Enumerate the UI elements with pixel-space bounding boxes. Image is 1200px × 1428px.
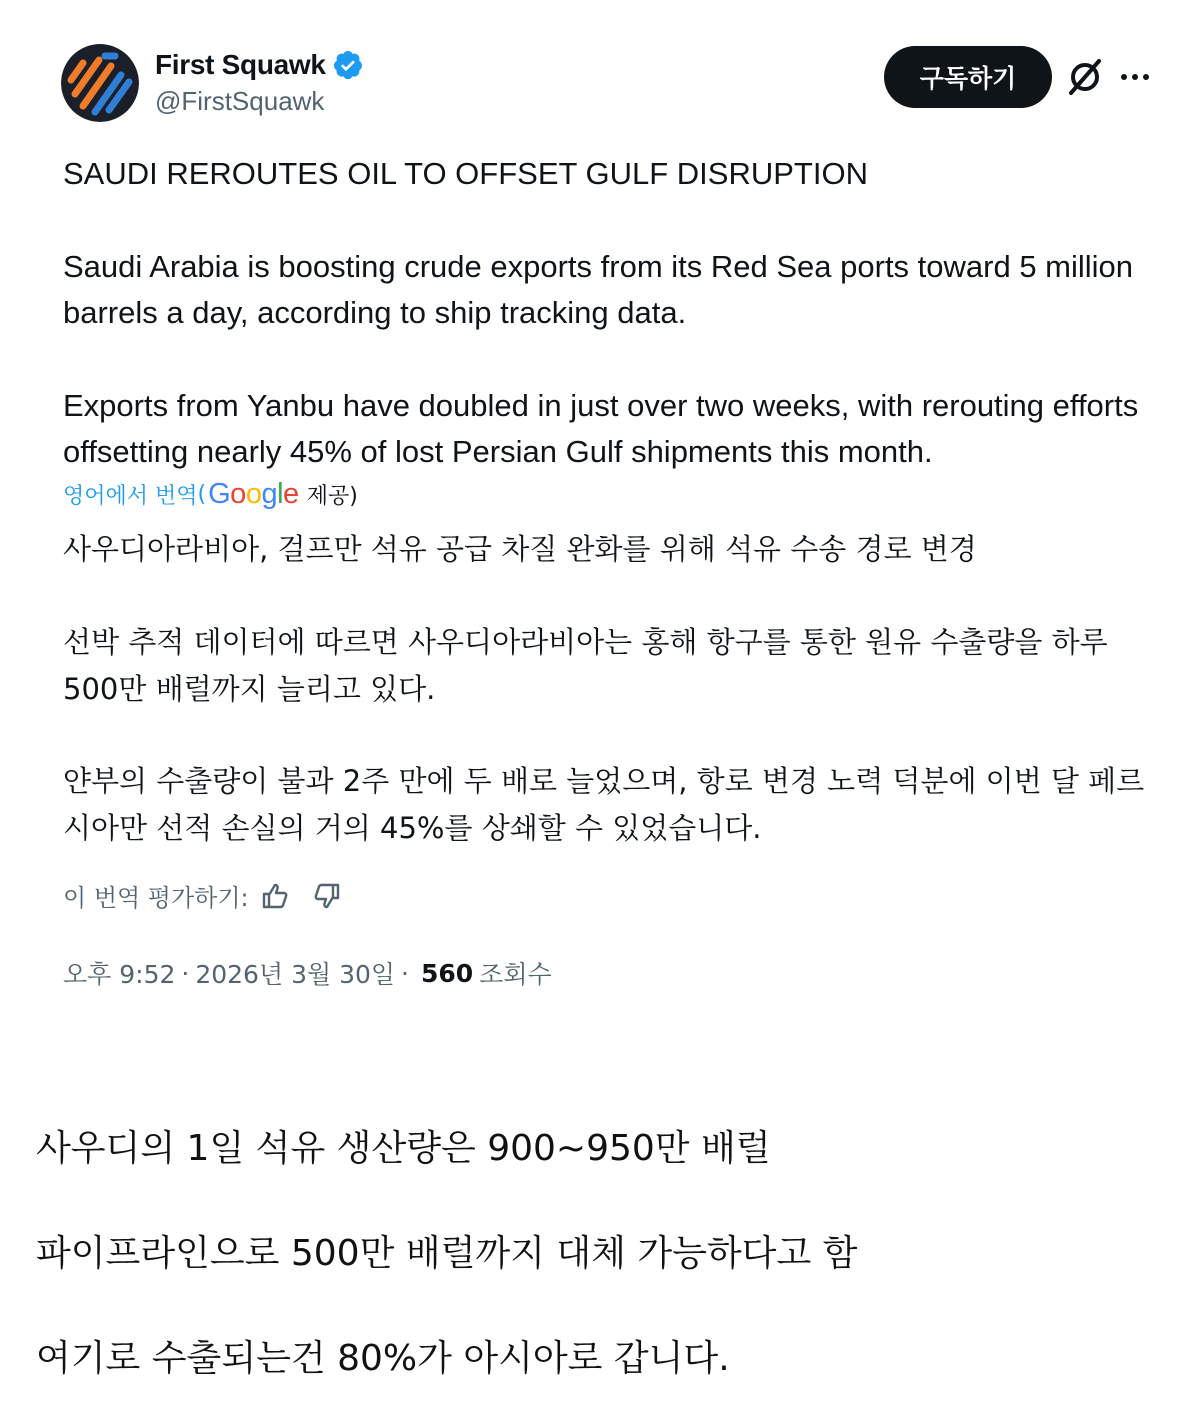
tweet-headline: SAUDI REROUTES OIL TO OFFSET GULF DISRUPTION — [63, 156, 868, 191]
translation-attribution — [63, 478, 358, 511]
grok-icon[interactable] — [1066, 58, 1104, 96]
thumbs-down-icon[interactable] — [311, 880, 343, 912]
rate-translation — [63, 878, 343, 913]
translated-paragraph-2: 얀부의 수출량이 불과 2주 만에 두 배로 늘었으며, 항로 변경 노력 덕분에 이번 달 페르시아만 선적 손실의 거의 45%를 상쇄할 수 있었습니다. — [63, 764, 1145, 845]
translated-from-link[interactable]: 영어에서 번역 — [63, 484, 198, 509]
translated-paragraph-1: 선박 추적 데이터에 따르면 사우디아라비아는 홍해 항구를 통한 원유 수출량을 하루 500만 배럴까지 늘리고 있다. — [63, 625, 1108, 706]
more-icon[interactable] — [1118, 62, 1152, 92]
avatar[interactable] — [61, 44, 139, 122]
google-logo: Google — [208, 478, 299, 510]
author-block — [155, 46, 364, 117]
author-name[interactable]: First Squawk — [155, 49, 326, 80]
views-count: 560 — [420, 958, 474, 988]
first-squawk-logo-icon — [61, 44, 139, 122]
views-label: 조회수 — [479, 960, 552, 989]
verified-badge-icon[interactable] — [332, 49, 364, 81]
author-handle[interactable]: @FirstSquawk — [155, 86, 325, 116]
comment-line-1: 사우디의 1일 석유 생산량은 900~950만 배럴 — [36, 1128, 771, 1169]
thumbs-up-icon[interactable] — [259, 880, 291, 912]
rate-translation-label: 이 번역 평가하기: — [63, 884, 249, 912]
open-paren: ( — [197, 482, 207, 507]
provided-by-label: 제공) — [306, 484, 358, 509]
subscribe-button[interactable]: 구독하기 — [884, 46, 1052, 108]
tweet-paragraph-2: Exports from Yanbu have doubled in just over two weeks, with rerouting efforts offsetting nearly 45% of lost Persian Gulf shipments this month. — [63, 388, 1139, 469]
comment-line-2: 파이프라인으로 500만 배럴까지 대체 가능하다고 함 — [36, 1233, 858, 1274]
tweet-date[interactable]: 2026년 3월 30일 — [195, 960, 396, 989]
meta-separator: · — [181, 958, 190, 988]
comment-line-3: 여기로 수출되는건 80%가 아시아로 갑니다. — [36, 1338, 730, 1379]
translated-headline: 사우디아라비아, 걸프만 석유 공급 차질 완화를 위해 석유 수송 경로 변경 — [63, 532, 977, 566]
meta-separator: · — [401, 958, 409, 988]
tweet-paragraph-1: Saudi Arabia is boosting crude exports from its Red Sea ports toward 5 million barrels a day, according to ship tracking data. — [63, 249, 1134, 330]
tweet-time[interactable]: 오후 9:52 — [63, 960, 176, 989]
tweet-meta — [63, 955, 552, 991]
